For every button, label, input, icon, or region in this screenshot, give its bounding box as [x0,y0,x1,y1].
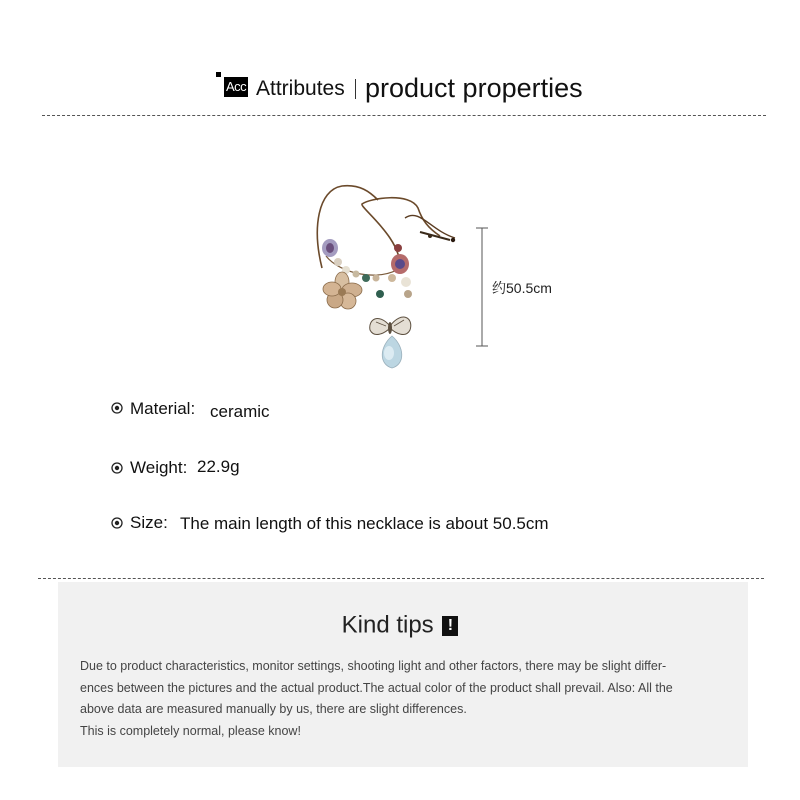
bottom-divider [38,578,764,579]
kind-tips-text [80,656,732,742]
header-product-properties-title: product properties [365,73,583,103]
header-attributes-title: Attributes [256,77,345,100]
material-value: ceramic [210,402,270,421]
tips-line: Due to product characteristics, monitor settings, shooting light and other factors, there may be slight differ- [80,659,667,673]
tips-line: This is completely normal, please know! [80,723,301,738]
weight-value: 22.9g [197,457,240,476]
length-measure-bracket [472,226,492,350]
header-badge: Acc [224,77,248,97]
header-separator [355,79,356,99]
bullet-target-icon [111,462,123,474]
length-measure-label: 约50.5cm [492,280,552,296]
bullet-target-icon [111,517,123,529]
exclamation-icon: ! [442,616,458,636]
size-label: Size: [130,513,168,532]
weight-label: Weight: [130,458,188,477]
kind-tips-title-text: Kind tips [341,611,434,639]
material-label: Material: [130,399,196,418]
bullet-target-icon [111,402,123,414]
kind-tips-title [0,610,800,641]
size-value: The main length of this necklace is about 50.5cm [180,514,549,533]
necklace-product-image [300,178,470,378]
tips-line: ences between the pictures and the actual product.The actual color of the product shall prevail. Also: All the [80,680,673,695]
header-square-mark [216,72,221,77]
tips-line: above data are measured manually by us, there are slight differences. [80,702,467,716]
top-divider [42,115,766,116]
